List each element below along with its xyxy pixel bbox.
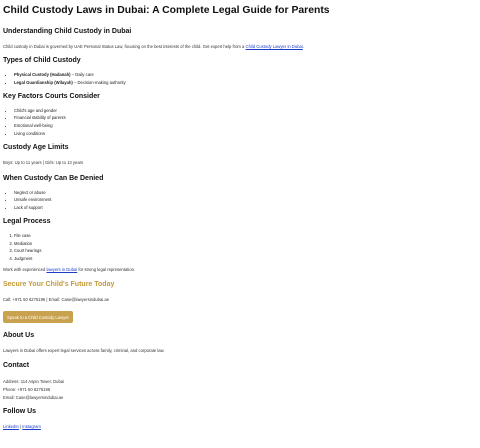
contact-address: Address: 114 Aspin Tower, Dubai bbox=[3, 378, 65, 384]
cta-contact-line: Call: +971 50 6275196 | Email: Case@lawyersindubai.ae bbox=[3, 296, 110, 302]
list-item: 2. Mediation bbox=[14, 240, 477, 248]
age-limits-text: Boys: Up to 11 years | Girls: Up to 13 years bbox=[3, 159, 84, 165]
list-item: 4. Judgment bbox=[14, 255, 477, 263]
factors-heading: Key Factors Courts Consider bbox=[3, 92, 100, 100]
list-item: • Lack of support bbox=[14, 204, 477, 212]
social-links bbox=[3, 424, 477, 429]
process-list bbox=[3, 232, 477, 263]
child-custody-lawyer-link[interactable]: Child Custody Lawyer in Dubai bbox=[245, 44, 303, 49]
understanding-text-end: . bbox=[302, 44, 304, 49]
custody-type-desc: – Decision-making authority bbox=[72, 79, 126, 85]
list-item: • Financial stability of parents bbox=[14, 114, 477, 122]
contact-email: Email: Case@lawyersindubai.ae bbox=[3, 394, 64, 400]
speak-to-lawyer-button[interactable]: Speak to a Child Custody Lawyer bbox=[3, 311, 73, 323]
cta-button-wrap bbox=[3, 306, 477, 324]
about-heading: About Us bbox=[3, 331, 35, 339]
process-text-end: for strong legal representation. bbox=[77, 266, 136, 272]
process-paragraph bbox=[3, 267, 477, 272]
lawyers-in-dubai-link[interactable]: lawyers in Dubai bbox=[46, 266, 78, 272]
cta-heading: Secure Your Child's Future Today bbox=[3, 280, 115, 288]
custody-type-name: Physical Custody (Hadanah) bbox=[14, 72, 71, 77]
types-heading: Types of Child Custody bbox=[3, 57, 81, 64]
list-item: • Child's age and gender bbox=[14, 107, 477, 115]
understanding-text: Child custody in Dubai is governed by UAE Personal Status Law, focusing on the best interests of the child. Get expert help from a bbox=[3, 44, 246, 49]
instagram-link[interactable]: Instagram bbox=[22, 423, 41, 429]
list-item: 1. File case bbox=[14, 232, 477, 240]
linkedin-link[interactable]: LinkedIn bbox=[3, 423, 19, 429]
denied-list bbox=[3, 189, 477, 212]
understanding-heading: Understanding Child Custody in Dubai bbox=[3, 28, 132, 35]
list-item bbox=[14, 71, 477, 79]
custody-type-desc: – Daily care bbox=[70, 72, 94, 77]
about-text: Lawyers in Dubai offers expert legal services across family, criminal, and corporate law. bbox=[3, 347, 165, 353]
list-item: 3. Court hearings bbox=[14, 247, 477, 255]
page bbox=[0, 4, 480, 429]
follow-heading: Follow Us bbox=[3, 407, 37, 415]
list-item: • Unsafe environment bbox=[14, 196, 477, 204]
page-title: Child Custody Laws in Dubai: A Complete Legal Guide for Parents bbox=[3, 5, 330, 16]
denied-heading: When Custody Can Be Denied bbox=[3, 174, 104, 182]
process-text: Work with experienced bbox=[3, 266, 47, 272]
types-list bbox=[3, 71, 477, 87]
contact-phone: Phone: +971 50 6275196 bbox=[3, 386, 51, 392]
factors-list bbox=[3, 107, 477, 138]
list-item: • Neglect or abuse bbox=[14, 189, 477, 197]
list-item bbox=[14, 79, 477, 87]
custody-type-name: Legal Guardianship (Wilayah) bbox=[14, 79, 73, 85]
understanding-paragraph bbox=[3, 44, 477, 49]
social-separator: | bbox=[18, 423, 23, 429]
contact-heading: Contact bbox=[3, 361, 30, 369]
list-item: • Living conditions bbox=[14, 130, 477, 138]
list-item: • Emotional well-being bbox=[14, 122, 477, 130]
age-limits-heading: Custody Age Limits bbox=[3, 143, 69, 151]
process-heading: Legal Process bbox=[3, 217, 51, 225]
